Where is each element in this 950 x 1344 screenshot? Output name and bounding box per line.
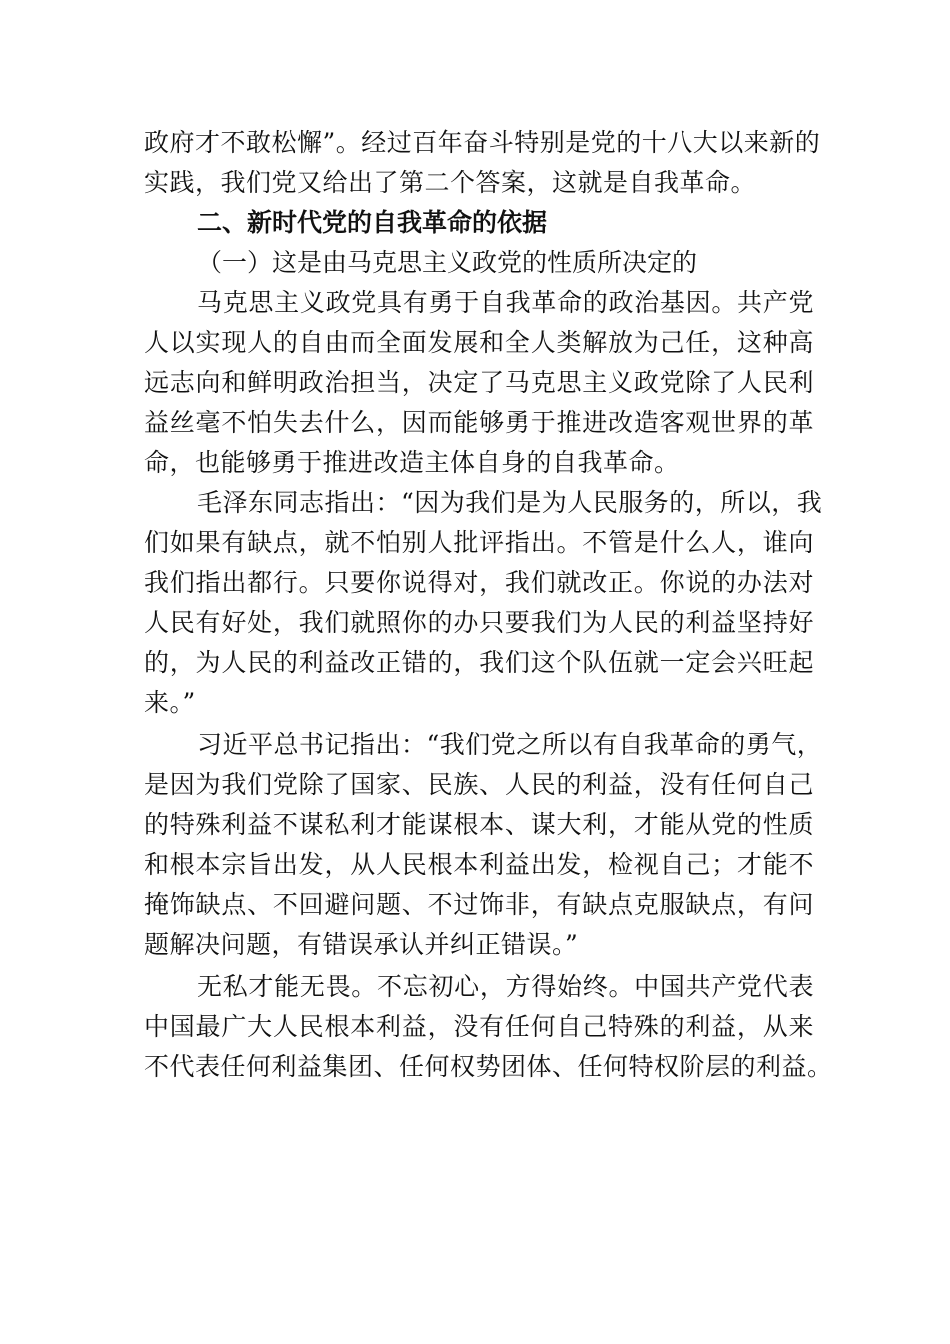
paragraph-2-line-4: 人民有好处，我们就照你的办只要我们为人民的利益坚持好 [144,608,814,637]
continuation-line-1: 政府才不敢松懈”。经过百年奋斗特别是党的十八大以来新的 [144,128,821,157]
paragraph-2-line-1: 毛泽东同志指出：“因为我们是为人民服务的，所以，我 [197,488,823,517]
paragraph-3-line-2: 是因为我们党除了国家、民族、人民的利益，没有任何自己 [144,770,814,799]
paragraph-1-line-1: 马克思主义政党具有勇于自我革命的政治基因。共产党 [197,288,814,317]
paragraph-4-line-3: 不代表任何利益集团、任何权势团体、任何特权阶层的利益。 [144,1052,833,1081]
paragraph-3-line-6: 题解决问题，有错误承认并纠正错误。” [144,930,579,959]
subsection-heading: （一）这是由马克思主义政党的性质所决定的 [197,248,698,277]
paragraph-2-line-3: 我们指出都行。只要你说得对，我们就改正。你说的办法对 [144,568,814,597]
section-heading: 二、新时代党的自我革命的依据 [197,208,548,237]
paragraph-3-line-3: 的特殊利益不谋私利才能谋根本、谋大利，才能从党的性质 [144,810,814,839]
paragraph-1-line-2: 人以实现人的自由而全面发展和全人类解放为己任，这种高 [144,328,814,357]
paragraph-2-line-2: 们如果有缺点，就不怕别人批评指出。不管是什么人，谁向 [144,528,814,557]
paragraph-4-line-1: 无私才能无畏。不忘初心，方得始终。中国共产党代表 [197,972,814,1001]
paragraph-3-line-1: 习近平总书记指出：“我们党之所以有自我革命的勇气， [197,730,823,759]
paragraph-1-line-5: 命，也能够勇于推进改造主体自身的自我革命。 [144,448,680,477]
continuation-line-2: 实践，我们党又给出了第二个答案，这就是自我革命。 [144,168,757,197]
paragraph-2-line-5: 的，为人民的利益改正错的，我们这个队伍就一定会兴旺起 [144,648,814,677]
paragraph-4-line-2: 中国最广大人民根本利益，没有任何自己特殊的利益，从来 [144,1012,814,1041]
paragraph-3-line-5: 掩饰缺点、不回避问题、不过饰非，有缺点克服缺点，有问 [144,890,814,919]
paragraph-2-line-6: 来。” [144,688,196,717]
paragraph-1-line-4: 益丝毫不怕失去什么，因而能够勇于推进改造客观世界的革 [144,408,814,437]
paragraph-1-line-3: 远志向和鲜明政治担当，决定了马克思主义政党除了人民利 [144,368,814,397]
paragraph-3-line-4: 和根本宗旨出发，从人民根本利益出发，检视自己；才能不 [144,850,814,879]
